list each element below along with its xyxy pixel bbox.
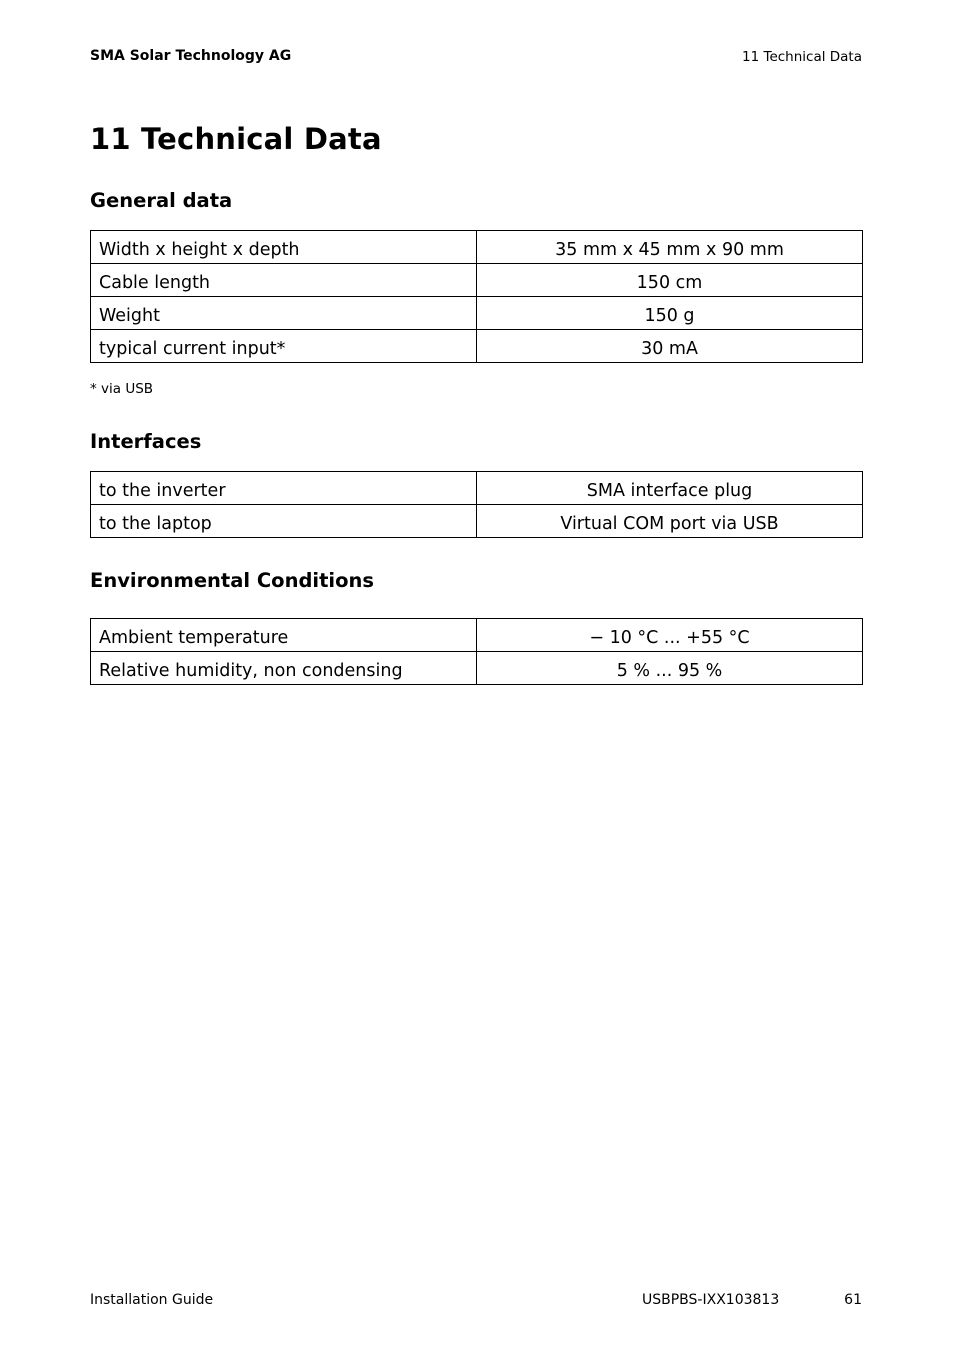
table-row xyxy=(91,472,863,505)
row-label: Cable length xyxy=(91,264,477,297)
row-value: Virtual COM port via USB xyxy=(477,505,863,538)
table-row xyxy=(91,231,863,264)
section-title-interfaces: Interfaces xyxy=(90,430,202,453)
interfaces-table xyxy=(90,471,863,538)
row-label: Weight xyxy=(91,297,477,330)
row-value: 150 cm xyxy=(477,264,863,297)
row-label: Width x height x depth xyxy=(91,231,477,264)
row-label: to the inverter xyxy=(91,472,477,505)
row-label: Ambient temperature xyxy=(91,619,477,652)
table-row xyxy=(91,297,863,330)
row-value: 35 mm x 45 mm x 90 mm xyxy=(477,231,863,264)
footer-doc-code: USBPBS-IXX103813 xyxy=(642,1292,780,1308)
footnote: * via USB xyxy=(90,381,154,397)
section-title-environmental-conditions: Environmental Conditions xyxy=(90,569,374,592)
row-value: SMA interface plug xyxy=(477,472,863,505)
header-company: SMA Solar Technology AG xyxy=(90,48,292,64)
footer-page-number: 61 xyxy=(844,1292,862,1308)
row-label: typical current input* xyxy=(91,330,477,363)
header-chapter-ref: 11 Technical Data xyxy=(742,49,862,65)
table-row xyxy=(91,505,863,538)
chapter-title: 11 Technical Data xyxy=(90,122,382,156)
table-row xyxy=(91,619,863,652)
table-row xyxy=(91,264,863,297)
table-row xyxy=(91,330,863,363)
row-value: 150 g xyxy=(477,297,863,330)
row-label: Relative humidity, non condensing xyxy=(91,652,477,685)
row-value: − 10 °C ... +55 °C xyxy=(477,619,863,652)
table-row xyxy=(91,652,863,685)
row-label: to the laptop xyxy=(91,505,477,538)
environmental-conditions-table xyxy=(90,618,863,685)
section-title-general-data: General data xyxy=(90,189,233,212)
row-value: 5 % ... 95 % xyxy=(477,652,863,685)
footer-doc-type: Installation Guide xyxy=(90,1292,214,1308)
general-data-table xyxy=(90,230,863,363)
row-value: 30 mA xyxy=(477,330,863,363)
